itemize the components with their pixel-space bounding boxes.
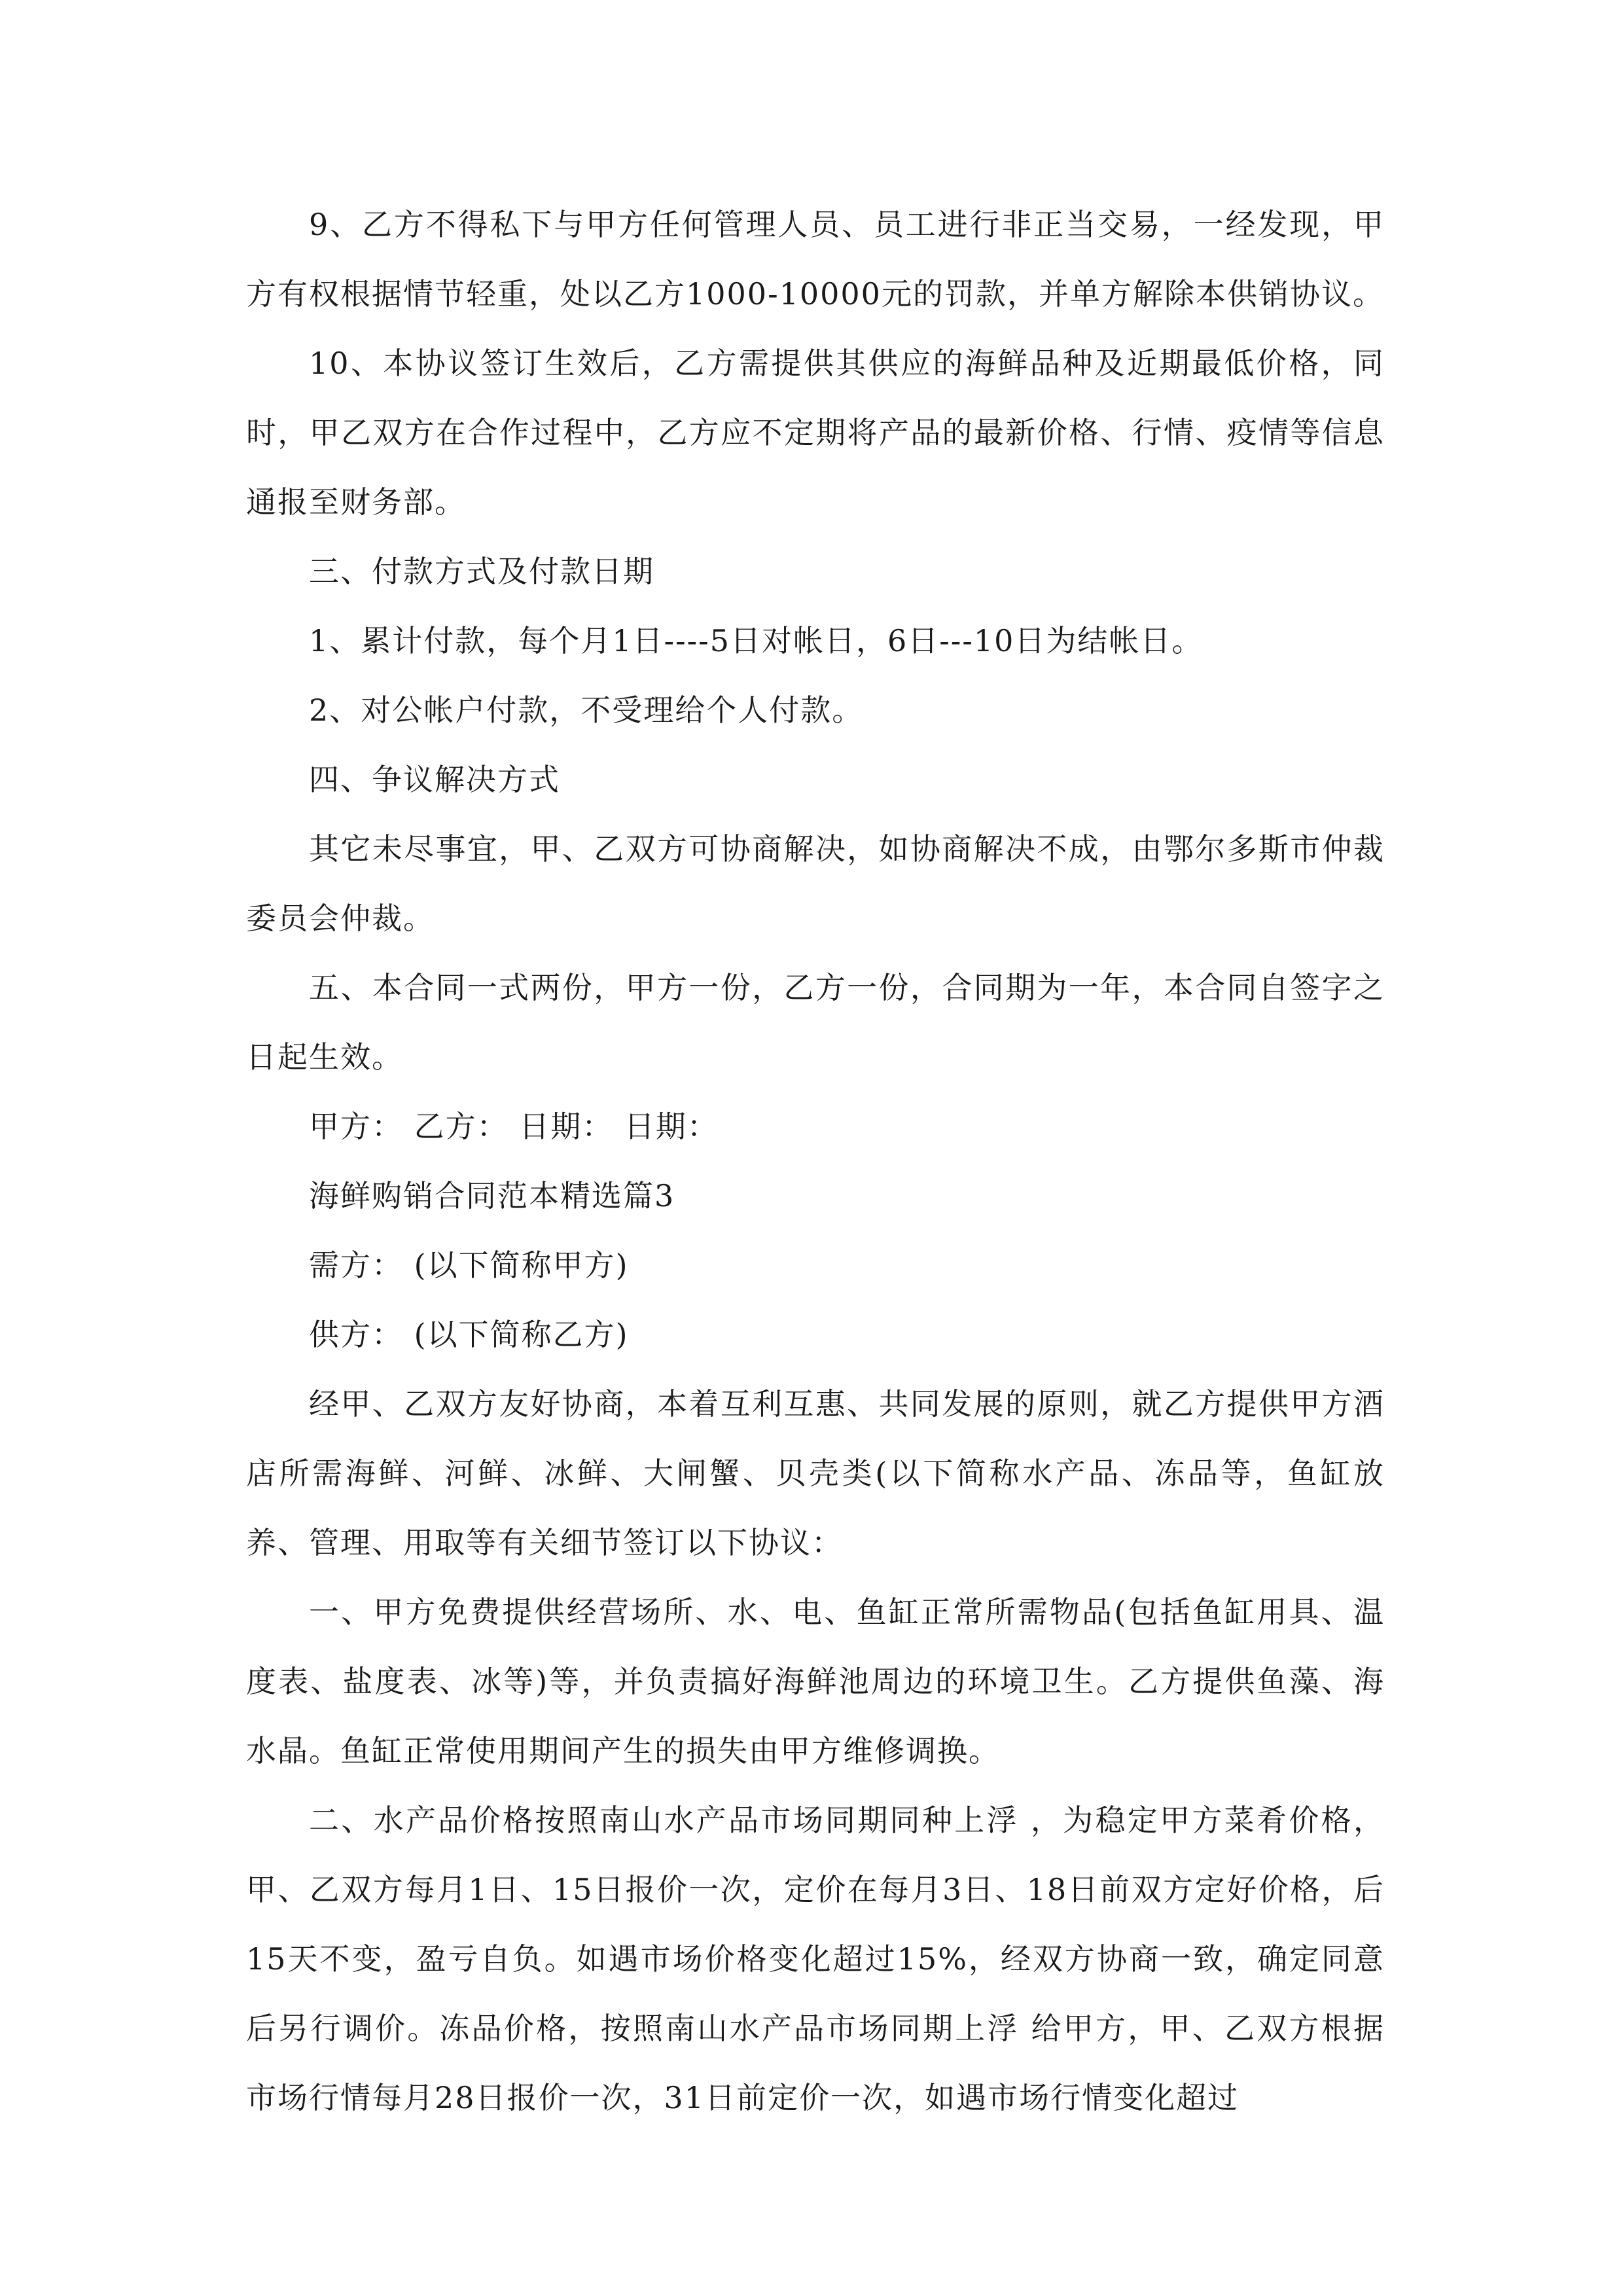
article-one: 一、甲方免费提供经营场所、水、电、鱼缸正常所需物品(包括鱼缸用具、温度表、盐度表、冰等)等，并负责搞好海鲜池周边的环境卫生。乙方提供鱼藻、海水晶。鱼缸正常使用期间产生的损失由甲方维修调换。 bbox=[246, 1594, 1385, 1768]
supplier-line: 供方： (以下简称乙方) bbox=[309, 1317, 629, 1352]
dispute-paragraph: 其它未尽事宜，甲、乙双方可协商解决，如协商解决不成，由鄂尔多斯市仲裁委员会仲裁。 bbox=[246, 831, 1385, 936]
signature-line: 甲方： 乙方： 日期： 日期： bbox=[309, 1109, 719, 1144]
article-two: 二、水产品价格按照南山水产品市场同期同种上浮 ，为稳定甲方菜肴价格，甲、乙双方每月1日、15日报价一次，定价在每月3日、18日前双方定好价格，后15天不变，盈亏自负。如遇市场价格变化超过15%，经双方协商一致，确定同意后另行调价。冻品价格，按照南山水产品市场同期上浮 给甲方，甲、乙双方根据市场行情每月28日报价一次，31日前定价一次，如遇市场行情变化超过 bbox=[246, 1803, 1385, 2115]
buyer-line: 需方： (以下简称甲方) bbox=[309, 1247, 629, 1283]
clause-9: 9、乙方不得私下与甲方任何管理人员、员工进行非正当交易，一经发现，甲方有权根据情节轻重，处以乙方1000-10000元的罚款，并单方解除本供销协议。 bbox=[246, 207, 1385, 312]
preamble-paragraph: 经甲、乙双方友好协商，本着互利互惠、共同发展的原则，就乙方提供甲方酒店所需海鲜、河鲜、冰鲜、大闸蟹、贝壳类(以下简称水产品、冻品等，鱼缸放养、管理、用取等有关细节签订以下协议： bbox=[246, 1386, 1385, 1560]
contract-title: 海鲜购销合同范本精选篇3 bbox=[309, 1178, 675, 1213]
section-heading-payment: 三、付款方式及付款日期 bbox=[309, 554, 654, 589]
payment-item-2: 2、对公帐户付款，不受理给个人付款。 bbox=[309, 692, 864, 728]
document-body bbox=[246, 190, 1385, 2132]
clause-10: 10、本协议签订生效后，乙方需提供其供应的海鲜品种及近期最低价格，同时，甲乙双方在合作过程中，乙方应不定期将产品的最新价格、行情、疫情等信息通报至财务部。 bbox=[246, 346, 1385, 520]
section-heading-dispute: 四、争议解决方式 bbox=[309, 762, 560, 797]
section-five-paragraph: 五、本合同一式两份，甲方一份，乙方一份，合同期为一年，本合同自签字之日起生效。 bbox=[246, 970, 1385, 1075]
payment-item-1: 1、累计付款，每个月1日----5日对帐日，6日---10日为结帐日。 bbox=[309, 623, 1204, 658]
